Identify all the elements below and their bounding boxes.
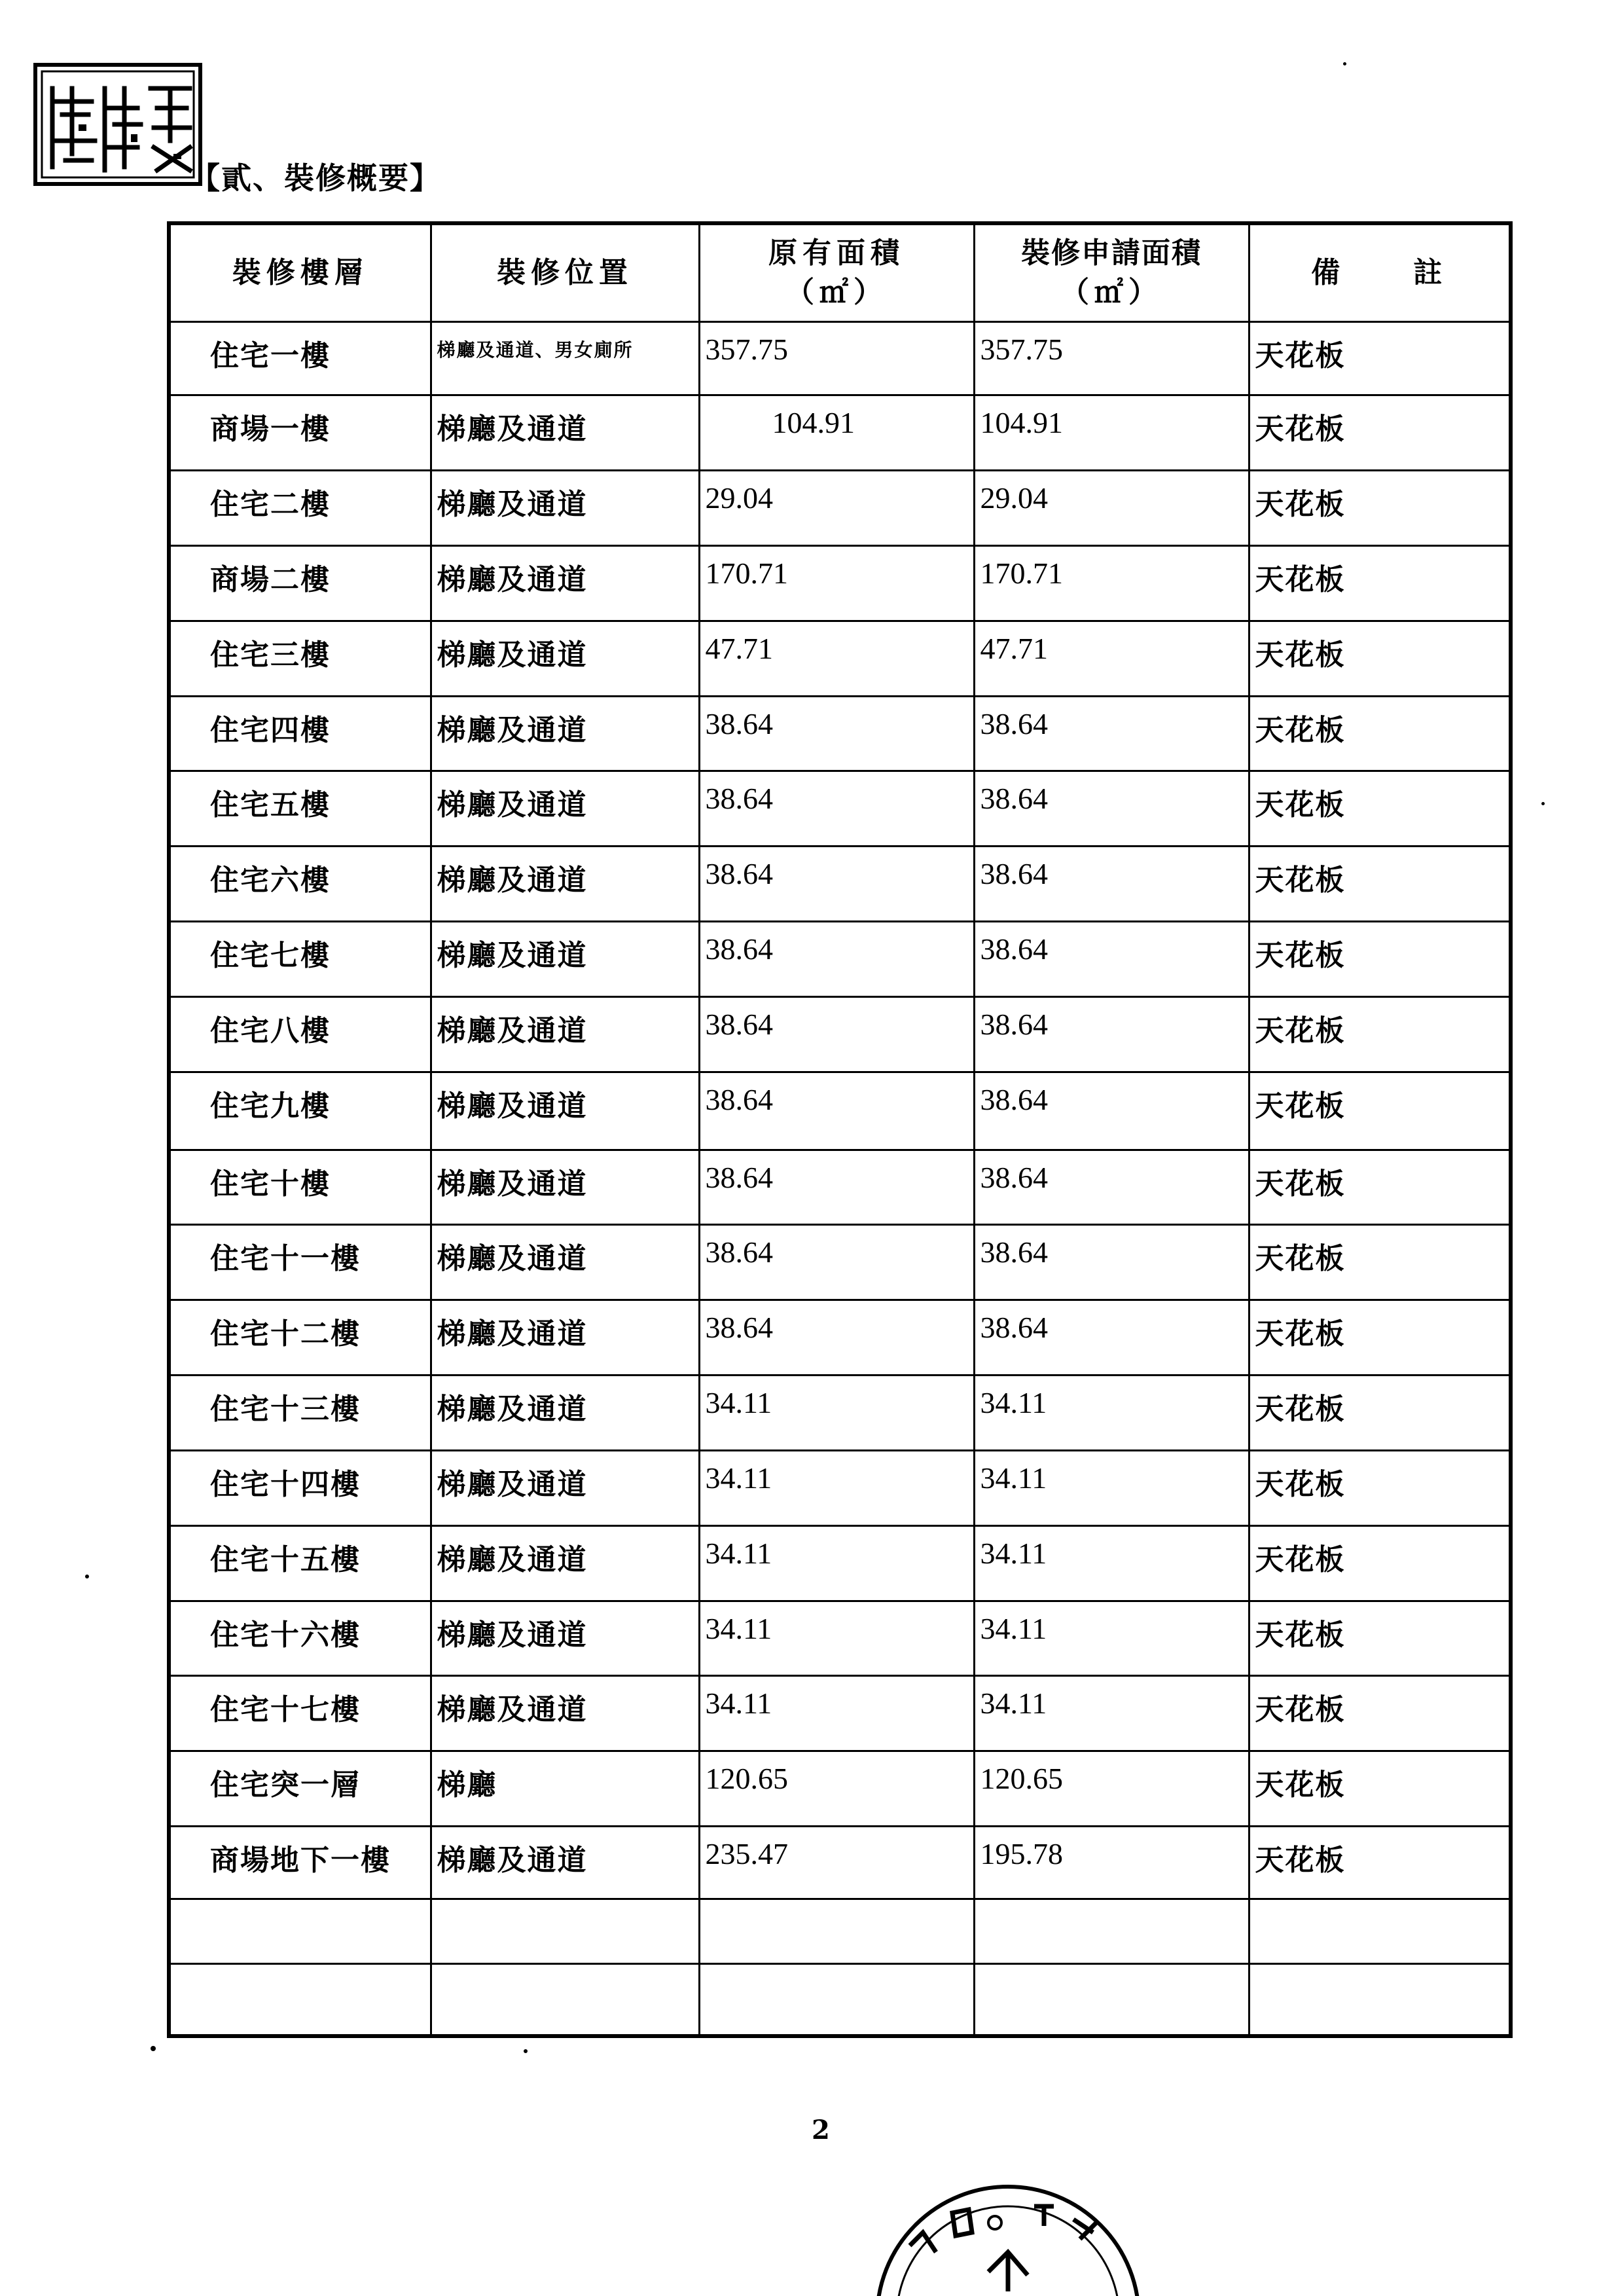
column-header-label: 裝修樓層 xyxy=(232,256,369,290)
table-row xyxy=(169,1899,1511,1963)
cell-floor: 住宅十一樓 xyxy=(169,1225,431,1300)
cell-original-area: 38.64 xyxy=(699,922,974,997)
cell-note xyxy=(1249,1963,1511,2036)
cell-note: 天花板 xyxy=(1249,1601,1511,1676)
cell-note: 天花板 xyxy=(1249,321,1511,395)
renovation-summary-table xyxy=(167,221,1513,2038)
cell-location: 梯廳及通道 xyxy=(431,1601,699,1676)
cell-applied-area: 34.11 xyxy=(974,1525,1249,1601)
column-header-floor xyxy=(169,223,431,321)
cell-applied-area: 38.64 xyxy=(974,922,1249,997)
cell-original-area xyxy=(699,1963,974,2036)
cell-applied-area: 104.91 xyxy=(974,395,1249,471)
cell-applied-area: 34.11 xyxy=(974,1376,1249,1451)
cell-floor: 住宅四樓 xyxy=(169,696,431,771)
cell-original-area: 34.11 xyxy=(699,1601,974,1676)
section-title: 【貳、裝修概要】 xyxy=(190,160,441,196)
cell-original-area: 120.65 xyxy=(699,1751,974,1827)
cell-applied-area: 38.64 xyxy=(974,847,1249,922)
cell-location: 梯廳及通道 xyxy=(431,1300,699,1376)
cell-location: 梯廳及通道 xyxy=(431,1225,699,1300)
table-row xyxy=(169,771,1511,847)
cell-floor: 商場二樓 xyxy=(169,545,431,621)
cell-location: 梯廳及通道 xyxy=(431,847,699,922)
cell-applied-area: 38.64 xyxy=(974,696,1249,771)
cell-note: 天花板 xyxy=(1249,1225,1511,1300)
cell-floor: 住宅二樓 xyxy=(169,471,431,546)
column-header-label: 備 註 xyxy=(1311,256,1448,290)
cell-note: 天花板 xyxy=(1249,922,1511,997)
cell-floor: 住宅八樓 xyxy=(169,996,431,1072)
cell-location: 梯廳及通道 xyxy=(431,1376,699,1451)
cell-original-area: 34.11 xyxy=(699,1450,974,1525)
table-row xyxy=(169,996,1511,1072)
cell-location xyxy=(431,1963,699,2036)
cell-location: 梯廳及通道 xyxy=(431,1827,699,1899)
cell-original-area: 38.64 xyxy=(699,847,974,922)
cell-location: 梯廳及通道 xyxy=(431,621,699,696)
table-row xyxy=(169,1827,1511,1899)
cell-floor xyxy=(169,1963,431,2036)
cell-applied-area: 29.04 xyxy=(974,471,1249,546)
table-row xyxy=(169,696,1511,771)
cell-original-area: 170.71 xyxy=(699,545,974,621)
cell-note: 天花板 xyxy=(1249,1150,1511,1225)
cell-note: 天花板 xyxy=(1249,545,1511,621)
cell-location: 梯廳及通道、男女廁所 xyxy=(431,321,699,395)
cell-location: 梯廳 xyxy=(431,1751,699,1827)
table-row xyxy=(169,395,1511,471)
table-row xyxy=(169,321,1511,395)
column-header-original-area xyxy=(699,223,974,321)
scan-speck xyxy=(1541,802,1545,805)
cell-original-area: 38.64 xyxy=(699,771,974,847)
table-row xyxy=(169,1300,1511,1376)
cell-floor: 商場一樓 xyxy=(169,395,431,471)
cell-note: 天花板 xyxy=(1249,1676,1511,1751)
cell-applied-area: 38.64 xyxy=(974,1150,1249,1225)
cell-original-area: 38.64 xyxy=(699,1072,974,1150)
column-header-location xyxy=(431,223,699,321)
cell-note: 天花板 xyxy=(1249,621,1511,696)
cell-location: 梯廳及通道 xyxy=(431,1150,699,1225)
table-row xyxy=(169,471,1511,546)
cell-floor: 住宅一樓 xyxy=(169,321,431,395)
table-row xyxy=(169,1601,1511,1676)
cell-floor: 住宅九樓 xyxy=(169,1072,431,1150)
cell-original-area: 235.47 xyxy=(699,1827,974,1899)
cell-applied-area: 34.11 xyxy=(974,1676,1249,1751)
table-row xyxy=(169,1450,1511,1525)
cell-original-area: 38.64 xyxy=(699,1225,974,1300)
cell-original-area: 34.11 xyxy=(699,1525,974,1601)
cell-location: 梯廳及通道 xyxy=(431,395,699,471)
cell-original-area: 34.11 xyxy=(699,1376,974,1451)
cell-original-area: 29.04 xyxy=(699,471,974,546)
cell-applied-area: 170.71 xyxy=(974,545,1249,621)
cell-note: 天花板 xyxy=(1249,1376,1511,1451)
cell-location xyxy=(431,1899,699,1963)
cell-applied-area xyxy=(974,1963,1249,2036)
cell-floor: 住宅三樓 xyxy=(169,621,431,696)
table-row xyxy=(169,1751,1511,1827)
cell-floor: 商場地下一樓 xyxy=(169,1827,431,1899)
cell-original-area: 38.64 xyxy=(699,1300,974,1376)
cell-applied-area: 38.64 xyxy=(974,771,1249,847)
column-header-unit: （㎡） xyxy=(1060,275,1162,309)
cell-applied-area: 38.64 xyxy=(974,996,1249,1072)
table-row xyxy=(169,1376,1511,1451)
cell-note: 天花板 xyxy=(1249,471,1511,546)
cell-note: 天花板 xyxy=(1249,847,1511,922)
round-official-seal xyxy=(838,2160,1178,2296)
cell-applied-area xyxy=(974,1899,1249,1963)
table-row xyxy=(169,1525,1511,1601)
cell-note xyxy=(1249,1899,1511,1963)
column-header-unit: （㎡） xyxy=(785,275,888,309)
table-row xyxy=(169,1963,1511,2036)
cell-original-area: 38.64 xyxy=(699,696,974,771)
cell-note: 天花板 xyxy=(1249,696,1511,771)
cell-applied-area: 38.64 xyxy=(974,1225,1249,1300)
cell-original-area: 38.64 xyxy=(699,1150,974,1225)
cell-location: 梯廳及通道 xyxy=(431,696,699,771)
column-header-label: 裝修位置 xyxy=(497,256,633,290)
scan-speck xyxy=(151,2046,156,2051)
cell-note: 天花板 xyxy=(1249,1072,1511,1150)
cell-floor: 住宅突一層 xyxy=(169,1751,431,1827)
cell-floor: 住宅十二樓 xyxy=(169,1300,431,1376)
cell-note: 天花板 xyxy=(1249,1450,1511,1525)
cell-applied-area: 38.64 xyxy=(974,1300,1249,1376)
table-row xyxy=(169,922,1511,997)
cell-floor: 住宅十七樓 xyxy=(169,1676,431,1751)
cell-floor: 住宅十三樓 xyxy=(169,1376,431,1451)
cell-applied-area: 34.11 xyxy=(974,1601,1249,1676)
column-header-label: 裝修申請面積 xyxy=(1021,236,1202,270)
table-row xyxy=(169,1072,1511,1150)
table-row xyxy=(169,1676,1511,1751)
cell-applied-area: 38.64 xyxy=(974,1072,1249,1150)
table-body xyxy=(169,321,1511,2036)
cell-note: 天花板 xyxy=(1249,1751,1511,1827)
square-seal-stamp xyxy=(33,62,203,187)
cell-note: 天花板 xyxy=(1249,1827,1511,1899)
cell-applied-area: 195.78 xyxy=(974,1827,1249,1899)
table-row xyxy=(169,621,1511,696)
cell-location: 梯廳及通道 xyxy=(431,1072,699,1150)
table-row xyxy=(169,1225,1511,1300)
cell-floor: 住宅十樓 xyxy=(169,1150,431,1225)
cell-floor xyxy=(169,1899,431,1963)
cell-applied-area: 357.75 xyxy=(974,321,1249,395)
cell-location: 梯廳及通道 xyxy=(431,771,699,847)
page-number: 2 xyxy=(812,2115,830,2145)
table-header-row xyxy=(169,223,1511,321)
cell-floor: 住宅十六樓 xyxy=(169,1601,431,1676)
cell-note: 天花板 xyxy=(1249,1300,1511,1376)
cell-floor: 住宅五樓 xyxy=(169,771,431,847)
cell-location: 梯廳及通道 xyxy=(431,1450,699,1525)
cell-original-area: 38.64 xyxy=(699,996,974,1072)
table-row xyxy=(169,545,1511,621)
table-row xyxy=(169,847,1511,922)
cell-original-area: 357.75 xyxy=(699,321,974,395)
cell-location: 梯廳及通道 xyxy=(431,922,699,997)
cell-applied-area: 120.65 xyxy=(974,1751,1249,1827)
cell-floor: 住宅七樓 xyxy=(169,922,431,997)
cell-floor: 住宅六樓 xyxy=(169,847,431,922)
cell-original-area: 104.91 xyxy=(699,395,974,471)
cell-note: 天花板 xyxy=(1249,996,1511,1072)
cell-note: 天花板 xyxy=(1249,771,1511,847)
cell-note: 天花板 xyxy=(1249,395,1511,471)
cell-location: 梯廳及通道 xyxy=(431,1676,699,1751)
cell-original-area: 47.71 xyxy=(699,621,974,696)
scan-speck xyxy=(1343,62,1346,65)
cell-floor: 住宅十四樓 xyxy=(169,1450,431,1525)
cell-floor: 住宅十五樓 xyxy=(169,1525,431,1601)
cell-original-area: 34.11 xyxy=(699,1676,974,1751)
cell-location: 梯廳及通道 xyxy=(431,1525,699,1601)
scan-speck xyxy=(524,2049,528,2053)
column-header-note xyxy=(1249,223,1511,321)
column-header-applied-area xyxy=(974,223,1249,321)
cell-note: 天花板 xyxy=(1249,1525,1511,1601)
cell-applied-area: 34.11 xyxy=(974,1450,1249,1525)
column-header-label: 原有面積 xyxy=(768,236,905,270)
cell-location: 梯廳及通道 xyxy=(431,471,699,546)
cell-applied-area: 47.71 xyxy=(974,621,1249,696)
scan-speck xyxy=(85,1575,89,1578)
cell-original-area xyxy=(699,1899,974,1963)
cell-location: 梯廳及通道 xyxy=(431,996,699,1072)
table-row xyxy=(169,1150,1511,1225)
cell-location: 梯廳及通道 xyxy=(431,545,699,621)
